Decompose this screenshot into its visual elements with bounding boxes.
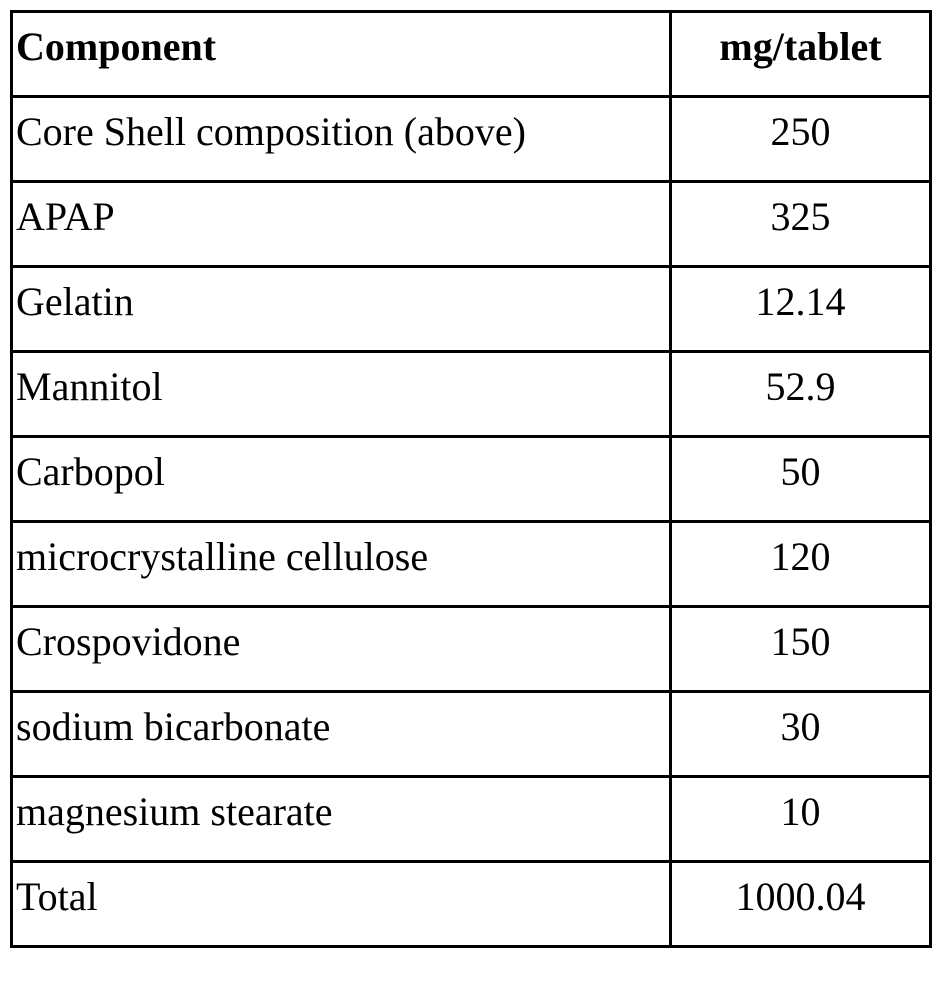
table-row bbox=[12, 692, 931, 777]
table-row bbox=[12, 777, 931, 862]
mg-per-tablet-cell: 30 bbox=[671, 692, 931, 777]
mg-per-tablet-cell: 50 bbox=[671, 437, 931, 522]
table-row bbox=[12, 97, 931, 182]
component-cell: magnesium stearate bbox=[12, 777, 671, 862]
component-cell: Mannitol bbox=[12, 352, 671, 437]
mg-per-tablet-cell: 52.9 bbox=[671, 352, 931, 437]
component-cell: sodium bicarbonate bbox=[12, 692, 671, 777]
mg-per-tablet-cell: 250 bbox=[671, 97, 931, 182]
table-header-row bbox=[12, 12, 931, 97]
table-row bbox=[12, 607, 931, 692]
header-component: Component bbox=[12, 12, 671, 97]
mg-per-tablet-cell: 150 bbox=[671, 607, 931, 692]
mg-per-tablet-cell: 325 bbox=[671, 182, 931, 267]
table-row bbox=[12, 352, 931, 437]
component-cell: Core Shell composition (above) bbox=[12, 97, 671, 182]
table-row bbox=[12, 182, 931, 267]
table-row bbox=[12, 522, 931, 607]
component-cell: APAP bbox=[12, 182, 671, 267]
component-cell: Crospovidone bbox=[12, 607, 671, 692]
composition-table bbox=[10, 10, 932, 948]
component-cell: Total bbox=[12, 862, 671, 947]
mg-per-tablet-cell: 120 bbox=[671, 522, 931, 607]
table-row bbox=[12, 267, 931, 352]
total-row bbox=[12, 862, 931, 947]
component-cell: Gelatin bbox=[12, 267, 671, 352]
component-cell: microcrystalline cellulose bbox=[12, 522, 671, 607]
header-mg-per-tablet: mg/tablet bbox=[671, 12, 931, 97]
mg-per-tablet-cell: 12.14 bbox=[671, 267, 931, 352]
mg-per-tablet-cell: 10 bbox=[671, 777, 931, 862]
component-cell: Carbopol bbox=[12, 437, 671, 522]
mg-per-tablet-cell: 1000.04 bbox=[671, 862, 931, 947]
table-row bbox=[12, 437, 931, 522]
